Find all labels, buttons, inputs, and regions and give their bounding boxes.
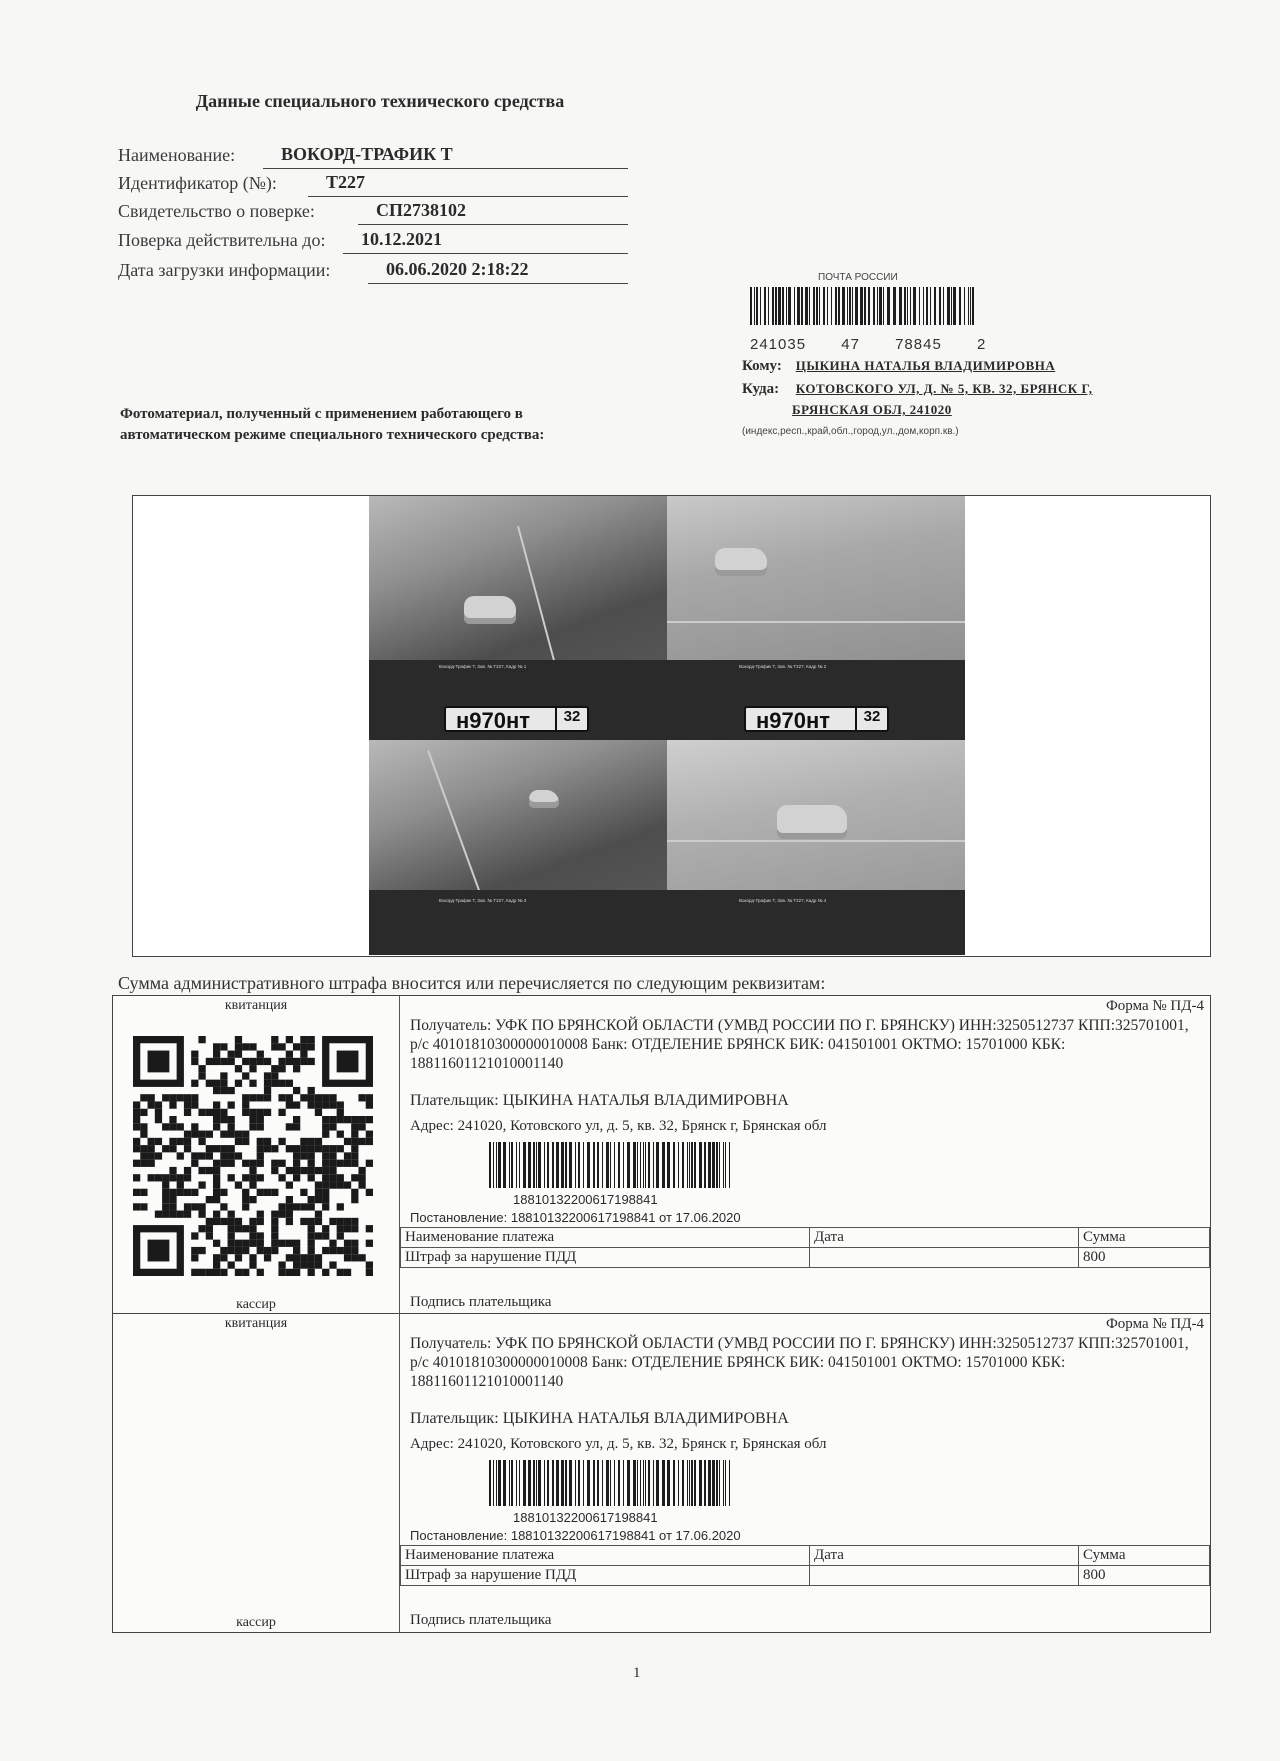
col-header-name: Наименование платежа xyxy=(401,1546,810,1566)
payment-table xyxy=(400,1227,1210,1268)
form-label: Форма № ПД-4 xyxy=(1105,998,1204,1014)
car-image xyxy=(529,790,559,808)
payment-sum: 800 xyxy=(1079,1248,1210,1268)
address-label: Куда: xyxy=(742,381,780,397)
table-row xyxy=(401,1248,1210,1268)
receipt-label: квитанция xyxy=(224,998,288,1013)
col-header-sum: Сумма xyxy=(1079,1228,1210,1248)
certificate-label: Свидетельство о поверке: xyxy=(118,201,315,221)
camera-frame-4 xyxy=(667,740,965,890)
table-header-row xyxy=(401,1228,1210,1248)
car-image xyxy=(464,596,516,624)
verification-label: Поверка действительна до: xyxy=(118,230,326,250)
plate-region: 32 xyxy=(555,708,587,730)
payment-name: Штраф за нарушение ПДД xyxy=(401,1566,810,1586)
payment-sum: 800 xyxy=(1079,1566,1210,1586)
camera-frame-2 xyxy=(667,496,965,660)
address-row xyxy=(742,381,1093,398)
payment-name: Штраф за нарушение ПДД xyxy=(401,1248,810,1268)
road-marking xyxy=(667,621,965,623)
decree-number: Постановление: 18810132200617198841 от 17.06.2020 xyxy=(410,1528,741,1543)
recipient-row xyxy=(742,358,1055,375)
upload-date-value: 06.06.2020 2:18:22 xyxy=(368,259,628,284)
qr-code-icon xyxy=(133,1036,373,1276)
frame-info-strip-2 xyxy=(369,890,965,955)
payment-slip-1 xyxy=(112,995,1211,1315)
payer-address: Адрес: 241020, Котовского ул, д. 5, кв. 32, Брянск г, Брянская обл xyxy=(410,1118,827,1134)
frame-info-strip-1 xyxy=(369,660,965,740)
certificate-row xyxy=(118,199,628,225)
certificate-value: СП2738102 xyxy=(358,200,628,225)
car-image xyxy=(715,548,767,576)
device-name-row xyxy=(118,143,628,169)
form-label: Форма № ПД-4 xyxy=(1105,1316,1204,1332)
post-label: ПОЧТА РОССИИ xyxy=(818,272,898,283)
cashier-label: кассир xyxy=(236,1297,276,1312)
road-marking xyxy=(427,750,487,890)
post-index-part: 78845 xyxy=(895,336,942,353)
photo-caption: Фотоматериал, полученный с применением работающего в автоматическом режиме специального технического средства: xyxy=(120,406,545,443)
recipient-value: ЦЫКИНА НАТАЛЬЯ ВЛАДИМИРОВНА xyxy=(795,358,1056,373)
recipient-label: Кому: xyxy=(742,358,782,374)
col-header-date: Дата xyxy=(810,1546,1079,1566)
frame-meta-4: Вокорд-Трафик Т, Зав. № Т227, Кадр № 4 xyxy=(739,898,827,903)
decree-number: Постановление: 18810132200617198841 от 17.06.2020 xyxy=(410,1210,741,1225)
frame-meta-2: Вокорд-Трафик Т, Зав. № Т227, Кадр № 2 xyxy=(739,664,827,669)
payment-barcode-icon xyxy=(489,1460,732,1506)
license-plate-1 xyxy=(444,706,589,732)
payer-name: Плательщик: ЦЫКИНА НАТАЛЬЯ ВЛАДИМИРОВНА xyxy=(410,1410,789,1427)
plate-number: н970нт xyxy=(456,708,531,733)
frame-meta-1: Вокорд-Трафик Т, Зав. № Т227, Кадр № 1 xyxy=(439,664,527,669)
traffic-camera-photos xyxy=(369,496,965,955)
payer-signature-label: Подпись плательщика xyxy=(410,1294,552,1310)
slip-details xyxy=(400,1314,1210,1632)
post-index-part: 241035 xyxy=(750,336,807,353)
address-hint: (индекс,респ.,край,обл.,город,ул.,дом,корп.кв.) xyxy=(742,426,959,437)
col-header-name: Наименование платежа xyxy=(401,1228,810,1248)
barcode-number: 18810132200617198841 xyxy=(513,1510,658,1525)
address-value-line2: БРЯНСКАЯ ОБЛ, 241020 xyxy=(792,402,952,417)
payment-barcode-icon xyxy=(489,1142,732,1188)
upload-date-row xyxy=(118,258,628,284)
device-name-value: ВОКОРД-ТРАФИК Т xyxy=(263,144,628,169)
verification-value: 10.12.2021 xyxy=(343,229,628,254)
payment-date xyxy=(810,1566,1079,1586)
camera-frame-3 xyxy=(369,740,667,890)
post-index-part: 2 xyxy=(976,336,987,353)
page-number: 1 xyxy=(633,1665,641,1681)
recipient-details: Получатель: УФК ПО БРЯНСКОЙ ОБЛАСТИ (УМВД РОССИИ ПО Г. БРЯНСКУ) ИНН:3250512737 КПП:325701001, р/с 40101810300000010008 Банк: ОТДЕЛЕНИЕ БРЯНСК БИК: 041501001 ОКТМО: 15701000 КБК: 18811601121010001140 xyxy=(410,1335,1189,1390)
recipient-details: Получатель: УФК ПО БРЯНСКОЙ ОБЛАСТИ (УМВД РОССИИ ПО Г. БРЯНСКУ) ИНН:3250512737 КПП:325701001, р/с 40101810300000010008 Банк: ОТДЕЛЕНИЕ БРЯНСК БИК: 041501001 ОКТМО: 15701000 КБК: 18811601121010001140 xyxy=(410,1017,1189,1072)
slip-left-column xyxy=(113,996,400,1314)
table-header-row xyxy=(401,1546,1210,1566)
device-id-row xyxy=(118,171,628,197)
license-plate-2 xyxy=(744,706,889,732)
post-index xyxy=(750,336,1016,353)
device-id-value: Т227 xyxy=(308,172,628,197)
address-row-2 xyxy=(792,402,952,419)
payer-name: Плательщик: ЦЫКИНА НАТАЛЬЯ ВЛАДИМИРОВНА xyxy=(410,1092,789,1109)
slip-left-column xyxy=(113,1314,400,1632)
payment-slip-2 xyxy=(112,1313,1211,1633)
cashier-label: кассир xyxy=(236,1615,276,1630)
col-header-sum: Сумма xyxy=(1079,1546,1210,1566)
address-value-line1: КОТОВСКОГО УЛ, Д. № 5, КВ. 32, БРЯНСК Г, xyxy=(795,381,1093,396)
post-barcode-icon xyxy=(750,287,976,325)
payment-details-heading: Сумма административного штрафа вносится или перечисляется по следующим реквизитам: xyxy=(118,973,826,993)
payment-table xyxy=(400,1545,1210,1586)
verification-row xyxy=(118,228,628,254)
slip-details xyxy=(400,996,1210,1314)
upload-date-label: Дата загрузки информации: xyxy=(118,260,331,280)
table-row xyxy=(401,1566,1210,1586)
payment-date xyxy=(810,1248,1079,1268)
payer-address: Адрес: 241020, Котовского ул, д. 5, кв. 32, Брянск г, Брянская обл xyxy=(410,1436,827,1452)
camera-frame-1 xyxy=(369,496,667,660)
barcode-number: 18810132200617198841 xyxy=(513,1192,658,1207)
plate-region: 32 xyxy=(855,708,887,730)
payer-signature-label: Подпись плательщика xyxy=(410,1612,552,1628)
post-index-part: 47 xyxy=(841,336,860,353)
road-marking xyxy=(667,840,965,842)
device-name-label: Наименование: xyxy=(118,145,236,165)
car-image xyxy=(777,805,847,839)
receipt-label: квитанция xyxy=(224,1316,288,1331)
plate-number: н970нт xyxy=(756,708,831,733)
col-header-date: Дата xyxy=(810,1228,1079,1248)
road-marking xyxy=(517,526,563,660)
frame-meta-3: Вокорд-Трафик Т, Зав. № Т227, Кадр № 3 xyxy=(439,898,527,903)
device-id-label: Идентификатор (№): xyxy=(118,173,277,193)
device-data-title: Данные специального технического средства xyxy=(195,91,565,111)
